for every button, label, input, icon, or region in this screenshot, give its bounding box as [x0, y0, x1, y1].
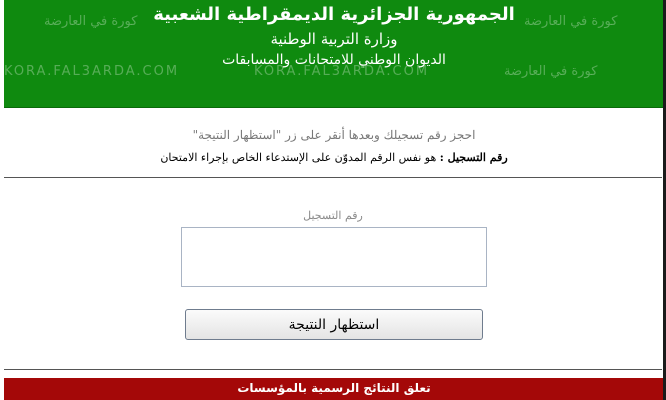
office-title: الديوان الوطني للامتحانات والمسابقات — [222, 52, 446, 68]
divider — [4, 177, 662, 178]
republic-title: الجمهورية الجزائرية الديمقراطية الشعبية — [153, 4, 515, 25]
ministry-title: وزارة التربية الوطنية — [270, 30, 398, 48]
note-text: هو نفس الرقم المدوّن على الإستدعاء الخاص بإجراء الامتحان — [160, 151, 440, 164]
note-label: رقم التسجيل : — [439, 151, 508, 164]
registration-note — [4, 151, 664, 164]
footer-banner: تعلق النتائج الرسمية بالمؤسسات — [4, 378, 664, 400]
watermark: كورة في العارضة — [504, 64, 598, 79]
show-result-button[interactable]: استظهار النتيجة — [185, 309, 483, 340]
watermark: KORA.FAL3ARDA.COM — [254, 64, 430, 79]
watermark: كورة في العارضة — [44, 14, 138, 29]
registration-number-input[interactable] — [181, 227, 487, 287]
divider — [4, 369, 662, 370]
instructions-text: احجز رقم تسجيلك وبعدها أنقر على زر "استظهار النتيجة" — [192, 128, 476, 142]
watermark: KORA.FAL3ARDA.COM — [4, 64, 180, 79]
watermark: كورة في العارضة — [524, 14, 618, 29]
header-banner — [4, 0, 664, 108]
registration-number-label: رقم التسجيل — [303, 209, 363, 222]
